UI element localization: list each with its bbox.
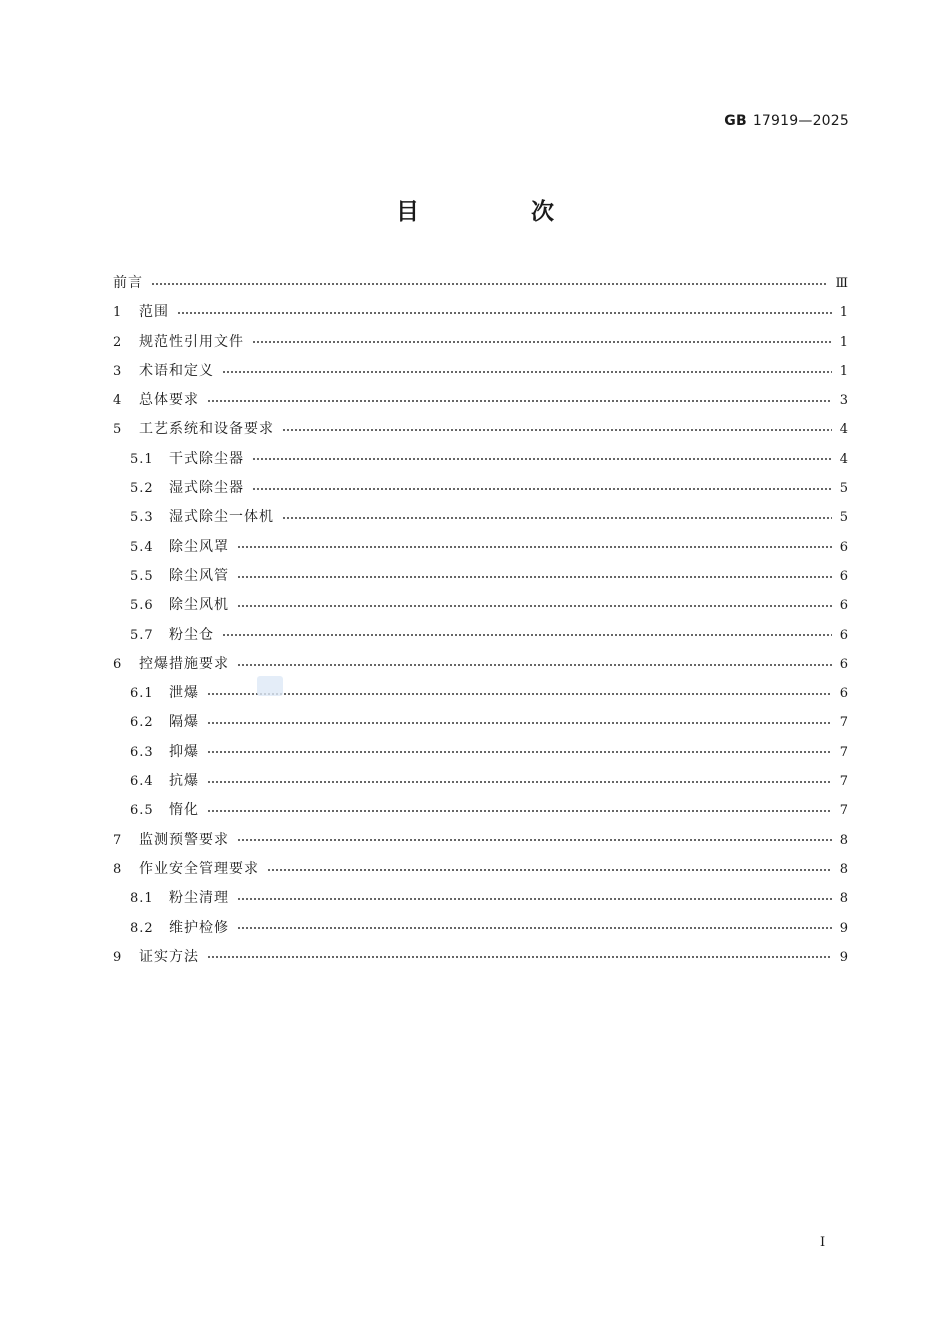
toc-entry-page: 8	[839, 861, 849, 877]
toc-entry[interactable]	[113, 357, 849, 386]
page-number: I	[820, 1235, 826, 1250]
toc-entry[interactable]	[113, 884, 849, 913]
toc-entry-number: 3	[113, 363, 123, 379]
toc-entry[interactable]	[113, 445, 849, 474]
toc-entry-number: 4	[113, 393, 123, 409]
toc-dot-leader	[177, 312, 832, 314]
toc-entry[interactable]	[113, 328, 849, 357]
toc-entry-number: 6.2	[130, 715, 154, 731]
toc-entry-page: 9	[839, 920, 849, 936]
toc-entry[interactable]	[113, 386, 849, 415]
toc-entry-label: 维护检修	[169, 919, 229, 936]
toc-entry[interactable]	[113, 591, 849, 620]
toc-dot-leader	[237, 839, 832, 841]
toc-entry[interactable]	[113, 826, 849, 855]
toc-entry-label: 惰化	[169, 802, 199, 819]
toc-dot-leader	[207, 956, 832, 958]
toc-entry[interactable]	[113, 679, 849, 708]
toc-entry[interactable]	[113, 738, 849, 767]
toc-entry-number: 2	[113, 334, 123, 350]
toc-entry-label: 除尘风管	[169, 567, 229, 584]
toc-dot-leader	[237, 576, 832, 578]
toc-entry-label: 干式除尘器	[169, 450, 244, 467]
toc-entry-number: 6.5	[130, 803, 154, 819]
toc-entry-page: 6	[839, 598, 849, 614]
toc-entry-label: 粉尘清理	[169, 890, 229, 907]
toc-entry-label: 粉尘仓	[169, 626, 214, 643]
toc-entry[interactable]	[113, 503, 849, 532]
toc-dot-leader	[237, 898, 832, 900]
toc-entry[interactable]	[113, 533, 849, 562]
toc-entry[interactable]	[113, 621, 849, 650]
toc-entry-number: 8.1	[130, 891, 154, 907]
standard-prefix: GB	[724, 113, 747, 129]
page-title: 目 次	[395, 199, 606, 225]
toc-entry-page: 8	[839, 832, 849, 848]
toc-entry-page: 3	[839, 393, 849, 409]
toc-entry-page: 6	[839, 539, 849, 555]
toc-entry-label: 抑爆	[169, 743, 199, 760]
toc-entry-page: 6	[839, 568, 849, 584]
toc-entry-label: 隔爆	[169, 714, 199, 731]
toc-entry-number: 9	[113, 949, 123, 965]
toc-entry-page: 7	[839, 715, 849, 731]
toc-entry-label: 前言	[113, 275, 143, 291]
toc-dot-leader	[207, 781, 832, 783]
toc-entry[interactable]	[113, 474, 849, 503]
toc-entry[interactable]	[113, 914, 849, 943]
toc-entry-page: 1	[839, 305, 849, 321]
toc-entry-page: 7	[839, 774, 849, 790]
toc-entry-page: 5	[839, 510, 849, 526]
toc-entry-label: 工艺系统和设备要求	[139, 421, 274, 438]
toc-dot-leader	[252, 341, 832, 343]
toc-entry-label: 范围	[139, 304, 169, 321]
toc-entry-label: 监测预警要求	[139, 831, 229, 848]
toc-entry-number: 5.2	[130, 481, 154, 497]
toc-entry-label: 作业安全管理要求	[139, 860, 259, 877]
toc-dot-leader	[207, 810, 832, 812]
toc-dot-leader	[222, 634, 832, 636]
toc-entry-number: 8	[113, 861, 123, 877]
toc-dot-leader	[252, 488, 832, 490]
toc-dot-leader	[151, 283, 827, 285]
toc-entry-page: 4	[839, 422, 849, 438]
toc-entry-page: 1	[839, 334, 849, 350]
standard-code	[724, 113, 849, 129]
toc-entry-number: 5.6	[130, 598, 154, 614]
toc-dot-leader	[207, 751, 832, 753]
toc-dot-leader	[237, 605, 832, 607]
toc-entry-number: 5.3	[130, 510, 154, 526]
table-of-contents	[113, 269, 849, 972]
toc-dot-leader	[252, 458, 832, 460]
toc-dot-leader	[282, 429, 832, 431]
toc-entry-number: 6.1	[130, 686, 154, 702]
toc-entry[interactable]	[113, 708, 849, 737]
toc-entry-label: 除尘风罩	[169, 538, 229, 555]
toc-entry-number: 7	[113, 832, 123, 848]
toc-entry-page: 5	[839, 481, 849, 497]
toc-entry-number: 5.4	[130, 539, 154, 555]
toc-entry-number: 6	[113, 656, 123, 672]
toc-entry[interactable]	[113, 298, 849, 327]
toc-dot-leader	[207, 722, 832, 724]
toc-entry-page: Ⅲ	[835, 276, 849, 291]
toc-entry-label: 控爆措施要求	[139, 655, 229, 672]
toc-entry-label: 证实方法	[139, 948, 199, 965]
toc-entry[interactable]	[113, 650, 849, 679]
toc-entry[interactable]	[113, 767, 849, 796]
toc-entry-page: 6	[839, 686, 849, 702]
toc-dot-leader	[282, 517, 832, 519]
standard-number: 17919—2025	[752, 113, 849, 129]
toc-entry-label: 除尘风机	[169, 597, 229, 614]
toc-entry-label: 抗爆	[169, 773, 199, 790]
toc-entry-label: 术语和定义	[139, 362, 214, 379]
toc-dot-leader	[237, 546, 832, 548]
toc-entry-number: 5.5	[130, 568, 154, 584]
toc-entry-label: 泄爆	[169, 685, 199, 702]
toc-entry-label: 总体要求	[139, 392, 199, 409]
toc-entry-page: 7	[839, 803, 849, 819]
toc-entry-page: 6	[839, 656, 849, 672]
toc-dot-leader	[207, 400, 832, 402]
toc-entry-number: 6.4	[130, 774, 154, 790]
toc-dot-leader	[267, 869, 832, 871]
toc-entry-label: 规范性引用文件	[139, 333, 244, 350]
toc-dot-leader	[207, 693, 832, 695]
toc-entry-page: 7	[839, 744, 849, 760]
toc-entry[interactable]	[113, 796, 849, 825]
toc-entry-number: 8.2	[130, 920, 154, 936]
toc-entry-number: 5.7	[130, 627, 154, 643]
toc-entry-page: 1	[839, 363, 849, 379]
toc-entry[interactable]	[113, 943, 849, 972]
toc-entry-number: 5	[113, 422, 123, 438]
toc-entry-page: 9	[839, 949, 849, 965]
toc-entry-label: 湿式除尘一体机	[169, 509, 274, 526]
toc-entry-number: 5.1	[130, 451, 154, 467]
toc-entry-label: 湿式除尘器	[169, 480, 244, 497]
watermark-stamp	[257, 676, 283, 696]
toc-entry[interactable]	[113, 415, 849, 444]
toc-entry-page: 6	[839, 627, 849, 643]
toc-entry-number: 6.3	[130, 744, 154, 760]
toc-entry[interactable]	[113, 269, 849, 298]
toc-entry-page: 4	[839, 451, 849, 467]
toc-entry[interactable]	[113, 855, 849, 884]
toc-dot-leader	[237, 664, 832, 666]
toc-entry-number: 1	[113, 305, 123, 321]
toc-dot-leader	[222, 371, 832, 373]
toc-dot-leader	[237, 927, 832, 929]
toc-entry[interactable]	[113, 562, 849, 591]
toc-entry-page: 8	[839, 891, 849, 907]
